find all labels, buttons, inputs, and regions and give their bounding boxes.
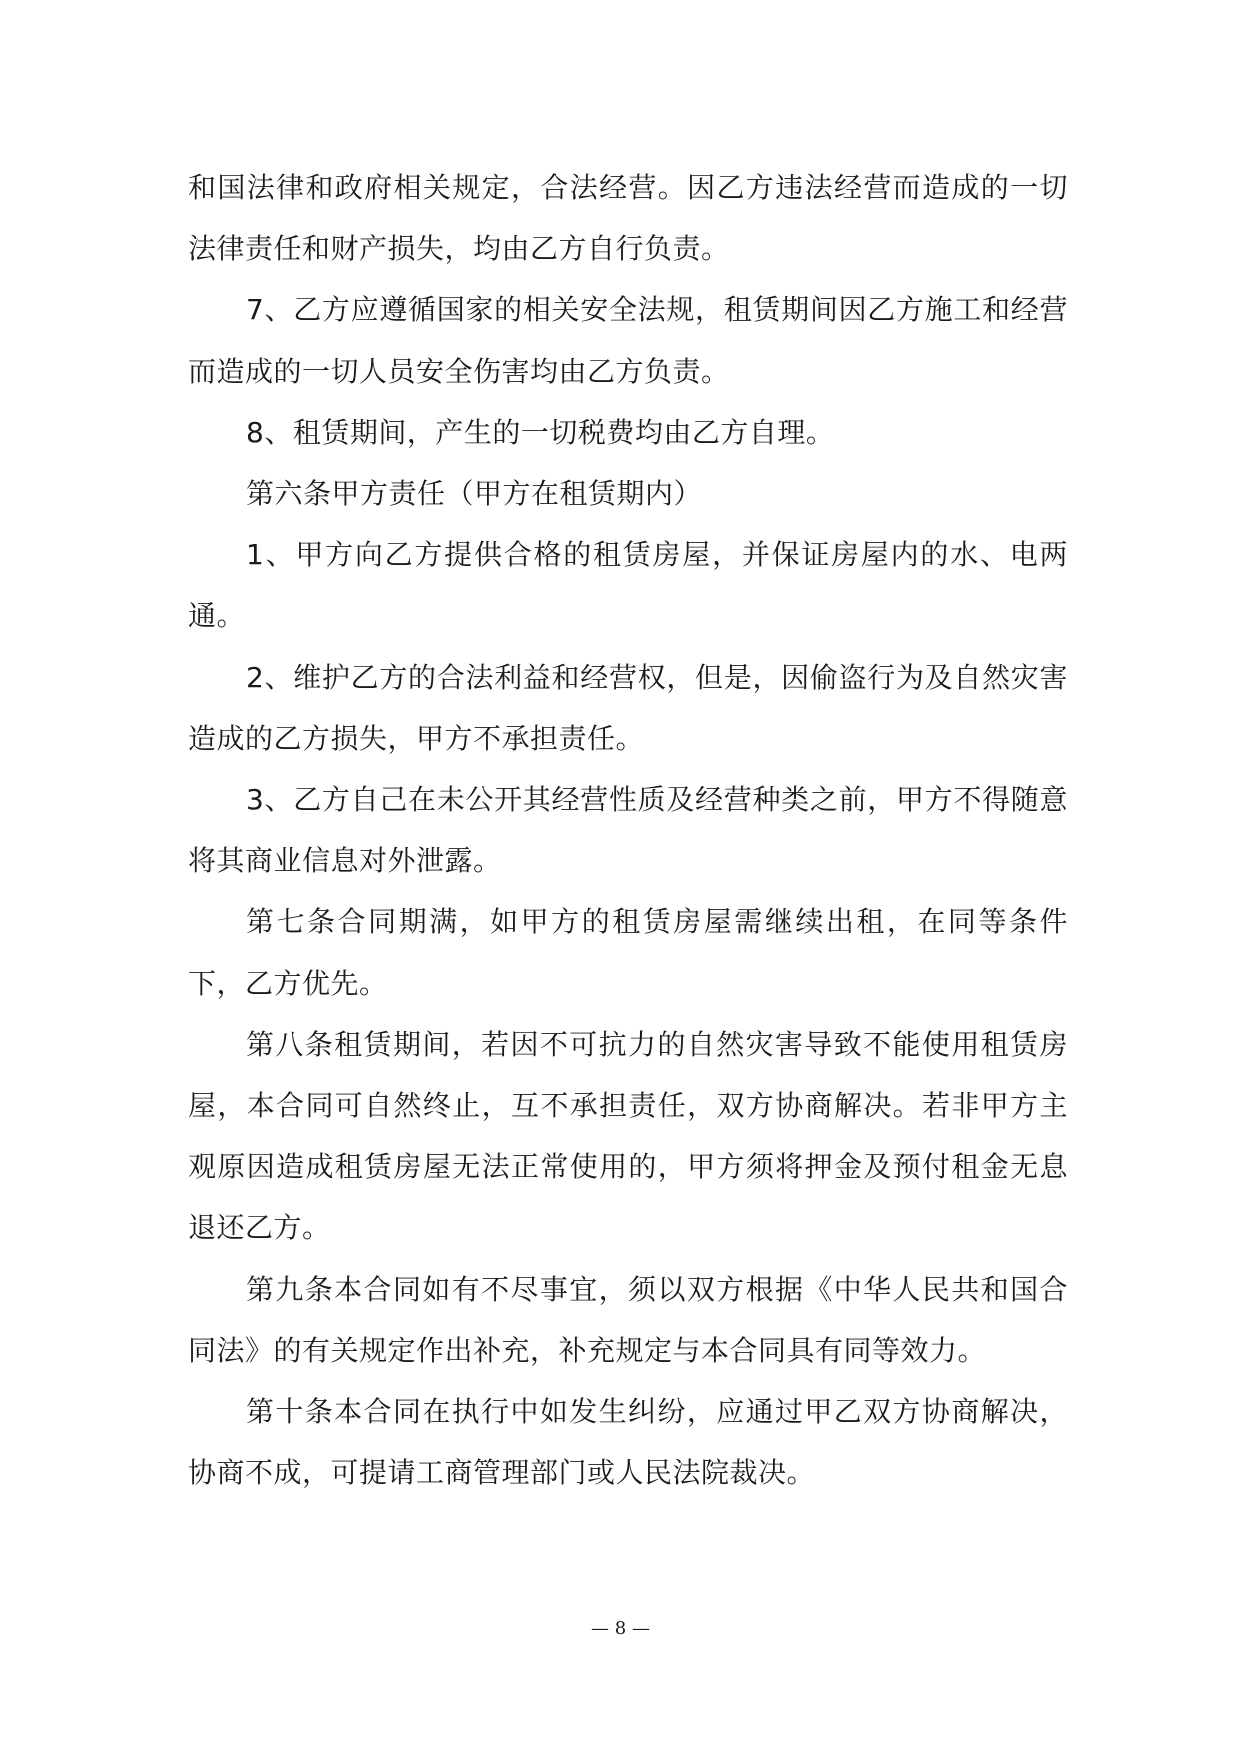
paragraph-continuation: 和国法律和政府相关规定，合法经营。因乙方违法经营而造成的一切法律责任和财产损失，均由乙方自行负责。 bbox=[188, 171, 1068, 266]
paragraph-article-6-item-3: 3、乙方自己在未公开其经营性质及经营种类之前，甲方不得随意将其商业信息对外泄露。 bbox=[188, 783, 1068, 878]
paragraph-article-9: 第九条本合同如有不尽事宜，须以双方根据《中华人民共和国合同法》的有关规定作出补充，补充规定与本合同具有同等效力。 bbox=[188, 1272, 1068, 1367]
paragraph-clause-8: 8、租赁期间，产生的一切税费均由乙方自理。 bbox=[246, 415, 835, 449]
paragraph-article-6-item-2: 2、维护乙方的合法利益和经营权，但是，因偷盗行为及自然灾害造成的乙方损失，甲方不承担责任。 bbox=[188, 660, 1068, 755]
paragraph-article-8: 第八条租赁期间，若因不可抗力的自然灾害导致不能使用租赁房屋，本合同可自然终止，互不承担责任，双方协商解决。若非甲方主观原因造成租赁房屋无法正常使用的，甲方须将押金及预付租金无息退还乙方。 bbox=[188, 1027, 1068, 1245]
section-heading-article-6: 第六条甲方责任（甲方在租赁期内） bbox=[246, 477, 703, 511]
document-body bbox=[188, 157, 1068, 1503]
paragraph-article-6-item-1: 1、甲方向乙方提供合格的租赁房屋，并保证房屋内的水、电两通。 bbox=[188, 538, 1068, 633]
paragraph-clause-7: 7、乙方应遵循国家的相关安全法规，租赁期间因乙方施工和经营而造成的一切人员安全伤害均由乙方负责。 bbox=[188, 293, 1068, 388]
page-number: — 8 — bbox=[591, 1618, 650, 1639]
paragraph-article-7: 第七条合同期满，如甲方的租赁房屋需继续出租，在同等条件下，乙方优先。 bbox=[188, 905, 1068, 1000]
paragraph-article-10: 第十条本合同在执行中如发生纠纷，应通过甲乙双方协商解决，协商不成，可提请工商管理部门或人民法院裁决。 bbox=[188, 1395, 1068, 1490]
